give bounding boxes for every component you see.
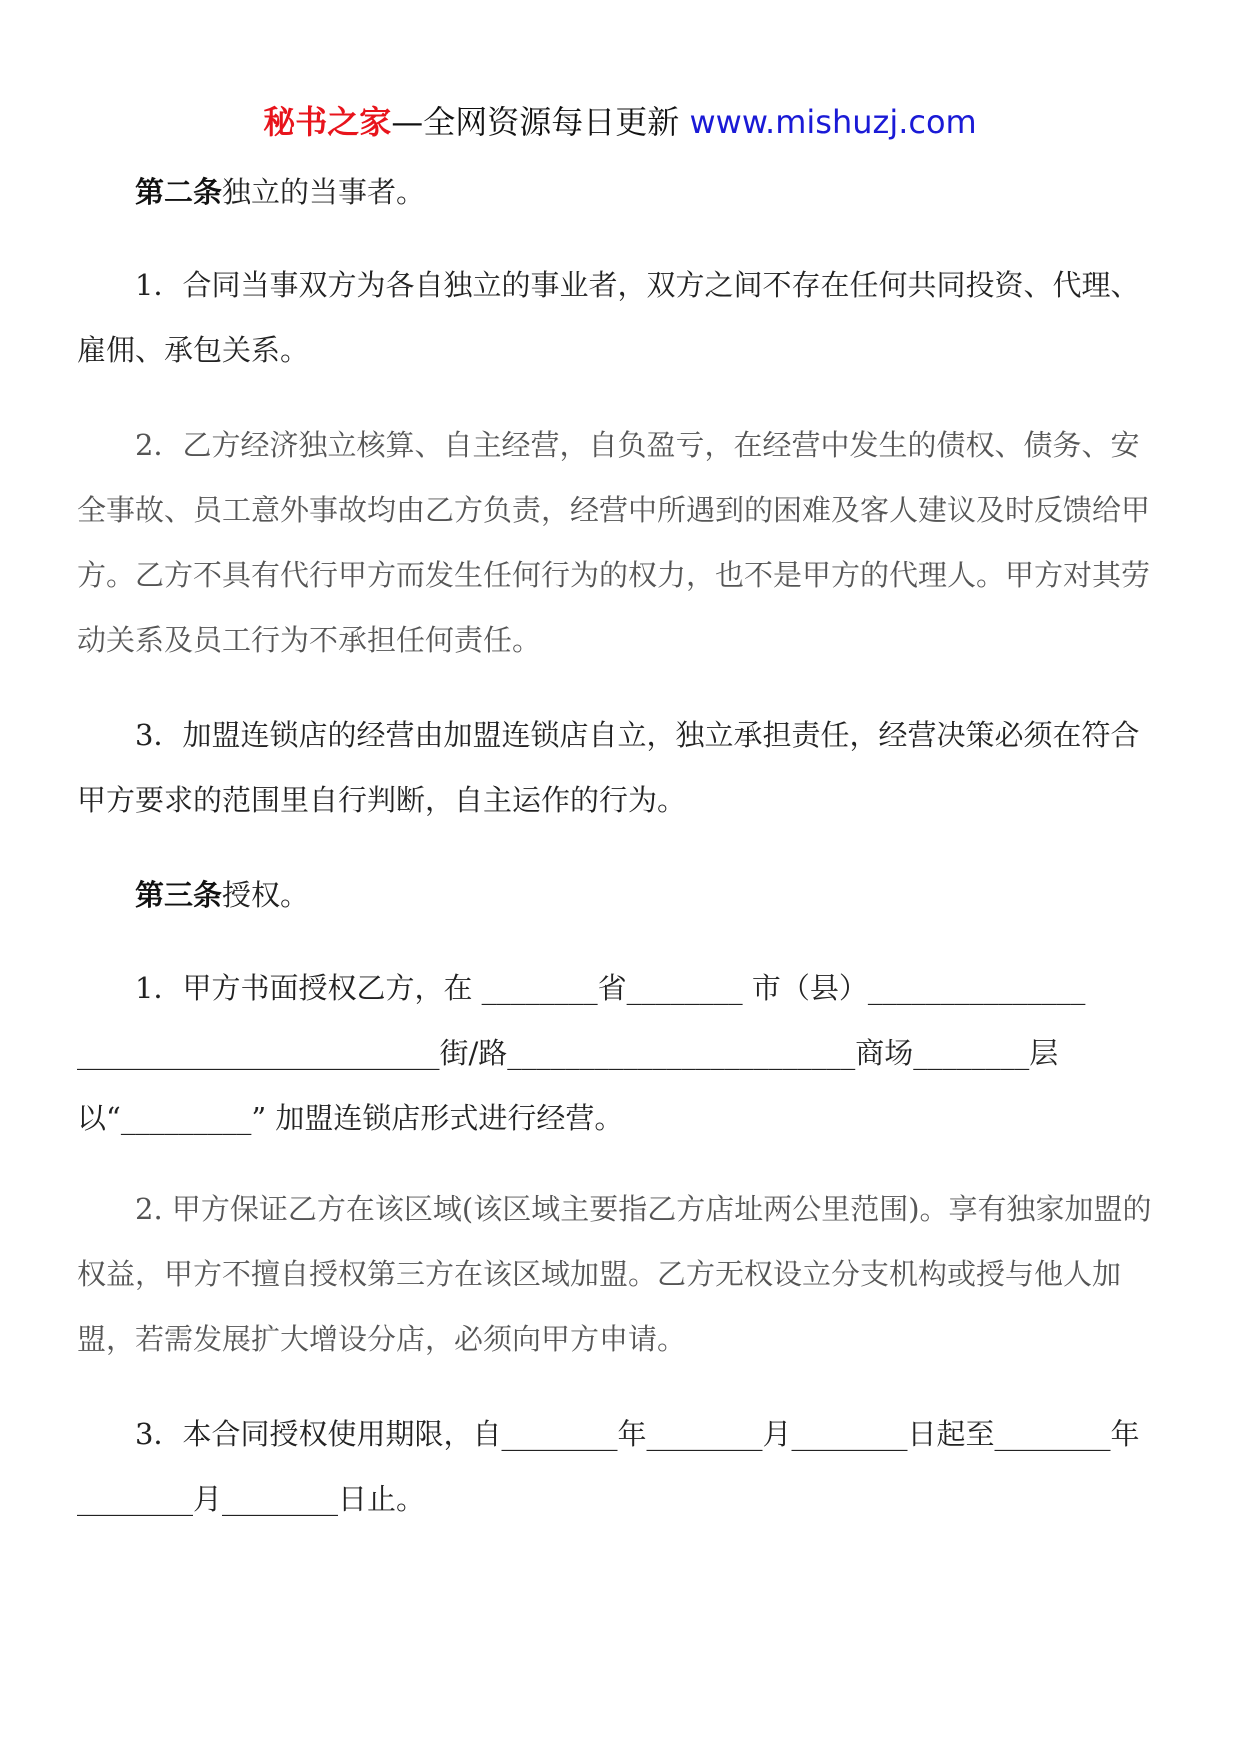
brand-name: 秘书之家 <box>263 103 392 141</box>
site-header <box>0 100 1240 144</box>
article-3-clause-2: 2. 甲方保证乙方在该区域(该区域主要指乙方店址两公里范围)。享有独家加盟的权益，甲方不擅自授权第三方在该区域加盟。乙方无权设立分支机构或授与他人加盟，若需发展扩大增设分店，必须向甲方申请。 <box>77 1192 1152 1356</box>
article-3-title-rest: 授权。 <box>222 878 310 912</box>
article-2-clause-3: 3．加盟连锁店的经营由加盟连锁店自立，独立承担责任，经营决策必须在符合甲方要求的范围里自行判断，自主运作的行为。 <box>77 718 1140 817</box>
article-2-clause-1: 1．合同当事双方为各自独立的事业者，双方之间不存在任何共同投资、代理、雇佣、承包关系。 <box>77 268 1140 367</box>
article-3-clause-3: 3．本合同授权使用期限，自________年________月________日起至________年________月________日止。 <box>77 1417 1140 1516</box>
article-2-heading <box>77 160 1167 225</box>
article-3-title: 第三条 <box>135 878 223 912</box>
article-2-clause-2: 2．乙方经济独立核算、自主经营，自负盈亏，在经营中发生的债权、债务、安全事故、员工意外事故均由乙方负责，经营中所遇到的困难及客人建议及时反馈给甲方。乙方不具有代行甲方而发生任何行为的权力，也不是甲方的代理人。甲方对其劳动关系及员工行为不承担任何责任。 <box>77 428 1151 657</box>
contract-body <box>77 160 1167 1562</box>
article-3-heading <box>77 863 1167 928</box>
article-3-clause-1: 1．甲方书面授权乙方，在 ________省________ 市（县）_______________ _________________________街/路________________________商场________层以“_________” 加盟连锁店形式进行经营。 <box>77 971 1086 1135</box>
site-url[interactable]: www.mishuzj.com <box>689 103 977 141</box>
article-2-title-rest: 独立的当事者。 <box>222 175 426 209</box>
article-2-title: 第二条 <box>135 175 223 209</box>
header-tagline: —全网资源每日更新 <box>391 103 680 141</box>
